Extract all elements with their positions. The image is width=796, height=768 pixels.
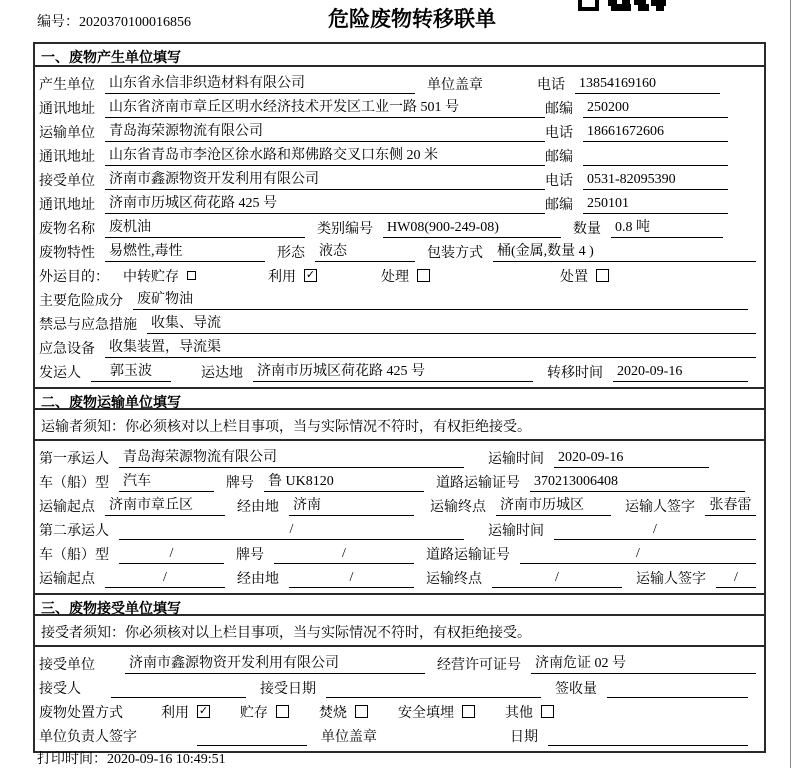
purpose-use-label: 利用 [268, 270, 296, 285]
endpoint1-label: 运输终点 [430, 500, 486, 515]
row-route2 [39, 564, 756, 588]
purpose-transfer-label: 中转贮存 [123, 270, 179, 285]
print-time [37, 748, 226, 768]
serial-label: 编号： [37, 15, 79, 30]
row-transport-unit [39, 118, 756, 142]
row-transport-address [39, 142, 756, 166]
section1-body [35, 67, 764, 387]
packing-value: 桶(金属,数量 4 ) [493, 242, 756, 262]
plate1-label: 牌号 [226, 476, 254, 491]
via1-value: 济南 [289, 496, 414, 516]
row-first-carrier [39, 444, 756, 468]
via2-value: / [289, 568, 414, 588]
zip3-label: 邮编 [545, 198, 573, 213]
disposal-method-label: 废物处置方式 [39, 706, 123, 721]
accepting-date-label: 接受日期 [260, 682, 316, 697]
origin2-value: / [105, 568, 225, 588]
section2-title: 二、废物运输单位填写 [35, 387, 764, 410]
phone1-value: 13854169160 [575, 74, 720, 94]
shipper-value: 郭玉波 [91, 362, 171, 382]
purpose-use-checkbox: ✓ [305, 269, 316, 281]
section3-body [35, 647, 764, 751]
row-disposal-method [39, 698, 756, 722]
plate2-value: / [274, 544, 414, 564]
origin1-value: 济南市章丘区 [105, 496, 225, 516]
zip1-value: 250200 [583, 98, 728, 118]
row-receiver-unit [39, 166, 756, 190]
road-license1-value: 370213006408 [530, 472, 745, 492]
accepting-unit-value: 济南市鑫源物资开发利用有限公司 [125, 654, 425, 674]
transport-time1-label: 运输时间 [488, 452, 544, 467]
row-vehicle2 [39, 540, 756, 564]
zip1-label: 邮编 [545, 102, 573, 117]
disposal-store-label: 贮存 [240, 706, 268, 721]
received-amount-value [607, 678, 748, 698]
via2-label: 经由地 [237, 572, 279, 587]
transfer-time-label: 转移时间 [547, 366, 603, 381]
origin1-label: 运输起点 [39, 500, 95, 515]
address2-value: 山东省青岛市李沧区徐水路和郑佛路交叉口东侧 20 米 [105, 146, 545, 166]
row-shipper [39, 358, 756, 382]
disposal-landfill-checkbox [462, 705, 475, 718]
carrier-sign2-value: / [716, 568, 756, 588]
transport-time2-value: / [554, 520, 756, 540]
phone3-label: 电话 [545, 174, 573, 189]
row-emergency-equipment [39, 334, 756, 358]
plate2-label: 牌号 [236, 548, 264, 563]
destination-label: 运达地 [201, 366, 243, 381]
row-taboo-measures [39, 310, 756, 334]
road-license2-label: 道路运输证号 [426, 548, 510, 563]
accepting-person-value [111, 678, 246, 698]
first-carrier-label: 第一承运人 [39, 452, 109, 467]
road-license2-value: / [520, 544, 756, 564]
origin2-label: 运输起点 [39, 572, 95, 587]
disposal-use-label: 利用 [161, 706, 189, 721]
purpose-dispose-label: 处置 [560, 270, 588, 285]
serial-number [37, 11, 191, 31]
row-waste-character [39, 238, 756, 262]
section3-title: 三、废物接受单位填写 [35, 593, 764, 616]
receiver-unit-label: 接受单位 [39, 174, 95, 189]
transfer-time-value: 2020-09-16 [613, 362, 748, 382]
row-transfer-purpose [39, 262, 756, 286]
carrier-sign1-value: 张春雷 [705, 496, 756, 516]
carrier-sign1-label: 运输人签字 [625, 500, 695, 515]
address1-value: 山东省济南市章丘区明水经济技术开发区工业一路 501 号 [105, 98, 545, 118]
phone2-label: 电话 [545, 126, 573, 141]
endpoint2-value: / [492, 568, 622, 588]
address3-value: 济南市历城区荷花路 425 号 [105, 194, 545, 214]
phone1-label: 电话 [537, 78, 565, 93]
operating-license-label: 经营许可证号 [437, 658, 521, 673]
received-amount-label: 签收量 [555, 682, 597, 697]
row-accepting-unit [39, 650, 756, 674]
zip2-value [583, 146, 728, 166]
address2-label: 通讯地址 [39, 150, 95, 165]
waste-name-label: 废物名称 [39, 222, 95, 237]
form-label: 形态 [277, 246, 305, 261]
row-responsible-sign [39, 722, 756, 746]
disposal-landfill-label: 安全填埋 [398, 706, 454, 721]
taboo-measures-label: 禁忌与应急措施 [39, 318, 137, 333]
category-code-value: HW08(900-249-08) [383, 218, 561, 238]
quantity-label: 数量 [573, 222, 601, 237]
transport-unit-label: 运输单位 [39, 126, 95, 141]
phone2-value: 18661672606 [583, 122, 728, 142]
receiver-unit-value: 济南市鑫源物资开发利用有限公司 [105, 170, 545, 190]
unit-seal-label: 单位盖章 [427, 78, 483, 93]
plate1-value: 鲁 UK8120 [264, 472, 424, 492]
endpoint1-value: 济南市历城区 [496, 496, 611, 516]
disposal-other-label: 其他 [505, 706, 533, 721]
road-license1-label: 道路运输证号 [436, 476, 520, 491]
waste-character-label: 废物特性 [39, 246, 95, 261]
row-generator-address [39, 94, 756, 118]
generator-unit-label: 产生单位 [39, 78, 95, 93]
disposal-use-checkbox: ✓ [198, 705, 209, 717]
serial-value: 2020370100016856 [79, 15, 191, 30]
print-time-value: 2020-09-16 10:49:51 [107, 752, 226, 767]
waste-character-value: 易燃性,毒性 [105, 242, 265, 262]
via1-label: 经由地 [237, 500, 279, 515]
category-code-label: 类别编号 [317, 222, 373, 237]
row-second-carrier [39, 516, 756, 540]
operating-license-value: 济南危证 02 号 [531, 654, 756, 674]
purpose-label: 外运目的： [39, 270, 109, 285]
row-waste-name [39, 214, 756, 238]
disposal-other-checkbox [541, 705, 554, 718]
accepting-unit-label: 接受单位 [39, 658, 95, 673]
transport-time2-label: 运输时间 [488, 524, 544, 539]
purpose-treat-checkbox [417, 269, 430, 282]
emergency-equipment-value: 收集装置，导流渠 [105, 338, 756, 358]
unit-seal2-label: 单位盖章 [321, 730, 377, 745]
carrier-sign2-label: 运输人签字 [636, 572, 706, 587]
phone3-value: 0531-82095390 [583, 170, 728, 190]
disposal-store-checkbox [276, 705, 289, 718]
section3-notice: 接受者须知：你必须核对以上栏目事项，当与实际情况不符时，有权拒绝接受。 [35, 616, 764, 647]
row-receiver-address [39, 190, 756, 214]
hazard-component-label: 主要危险成分 [39, 294, 123, 309]
date2-value [548, 726, 748, 746]
first-carrier-value: 青岛海荣源物流有限公司 [119, 448, 464, 468]
vehicle-type2-value: / [119, 544, 224, 564]
emergency-equipment-label: 应急设备 [39, 342, 95, 357]
purpose-treat-label: 处理 [381, 270, 409, 285]
row-hazard-component [39, 286, 756, 310]
transport-time1-value: 2020-09-16 [554, 448, 709, 468]
section2-body [35, 441, 764, 593]
print-time-label: 打印时间： [37, 752, 107, 767]
purpose-transfer-checkbox [187, 271, 196, 280]
waste-name-value: 废机油 [105, 218, 305, 238]
vehicle-type1-label: 车（船）型 [39, 476, 109, 491]
shipper-label: 发运人 [39, 366, 81, 381]
row-accepting-person [39, 674, 756, 698]
purpose-dispose-checkbox [596, 269, 609, 282]
responsible-sign-value [197, 726, 307, 746]
section2-notice: 运输者须知：你必须核对以上栏目事项，当与实际情况不符时，有权拒绝接受。 [35, 410, 764, 441]
taboo-measures-value: 收集、导流 [147, 314, 756, 334]
disposal-burn-label: 焚烧 [319, 706, 347, 721]
date2-label: 日期 [510, 730, 538, 745]
accepting-person-label: 接受人 [39, 682, 81, 697]
endpoint2-label: 运输终点 [426, 572, 482, 587]
form-value: 液态 [315, 242, 415, 262]
vehicle-type1-value: 汽车 [119, 472, 214, 492]
accepting-date-value [326, 678, 541, 698]
disposal-burn-checkbox [355, 705, 368, 718]
zip3-value: 250101 [583, 194, 728, 214]
vehicle-type2-label: 车（船）型 [39, 548, 109, 563]
manifest-form [33, 42, 766, 753]
second-carrier-label: 第二承运人 [39, 524, 109, 539]
second-carrier-value: / [119, 520, 464, 540]
address1-label: 通讯地址 [39, 102, 95, 117]
responsible-sign-label: 单位负责人签字 [39, 730, 137, 745]
row-route1 [39, 492, 756, 516]
qr-code-fragment-icon [578, 0, 666, 11]
row-vehicle1 [39, 468, 756, 492]
destination-value: 济南市历城区荷花路 425 号 [253, 362, 533, 382]
transport-unit-value: 青岛海荣源物流有限公司 [105, 122, 545, 142]
quantity-value: 0.8 吨 [611, 218, 723, 238]
section1-title: 一、废物产生单位填写 [35, 44, 764, 67]
page-title: 危险废物转移联单 [328, 7, 496, 31]
packing-label: 包装方式 [427, 246, 483, 261]
row-generator-unit [39, 70, 756, 94]
address3-label: 通讯地址 [39, 198, 95, 213]
generator-unit-value: 山东省永信非织造材料有限公司 [105, 74, 415, 94]
hazard-component-value: 废矿物油 [133, 290, 748, 310]
page-edge-line [790, 0, 791, 768]
zip2-label: 邮编 [545, 150, 573, 165]
